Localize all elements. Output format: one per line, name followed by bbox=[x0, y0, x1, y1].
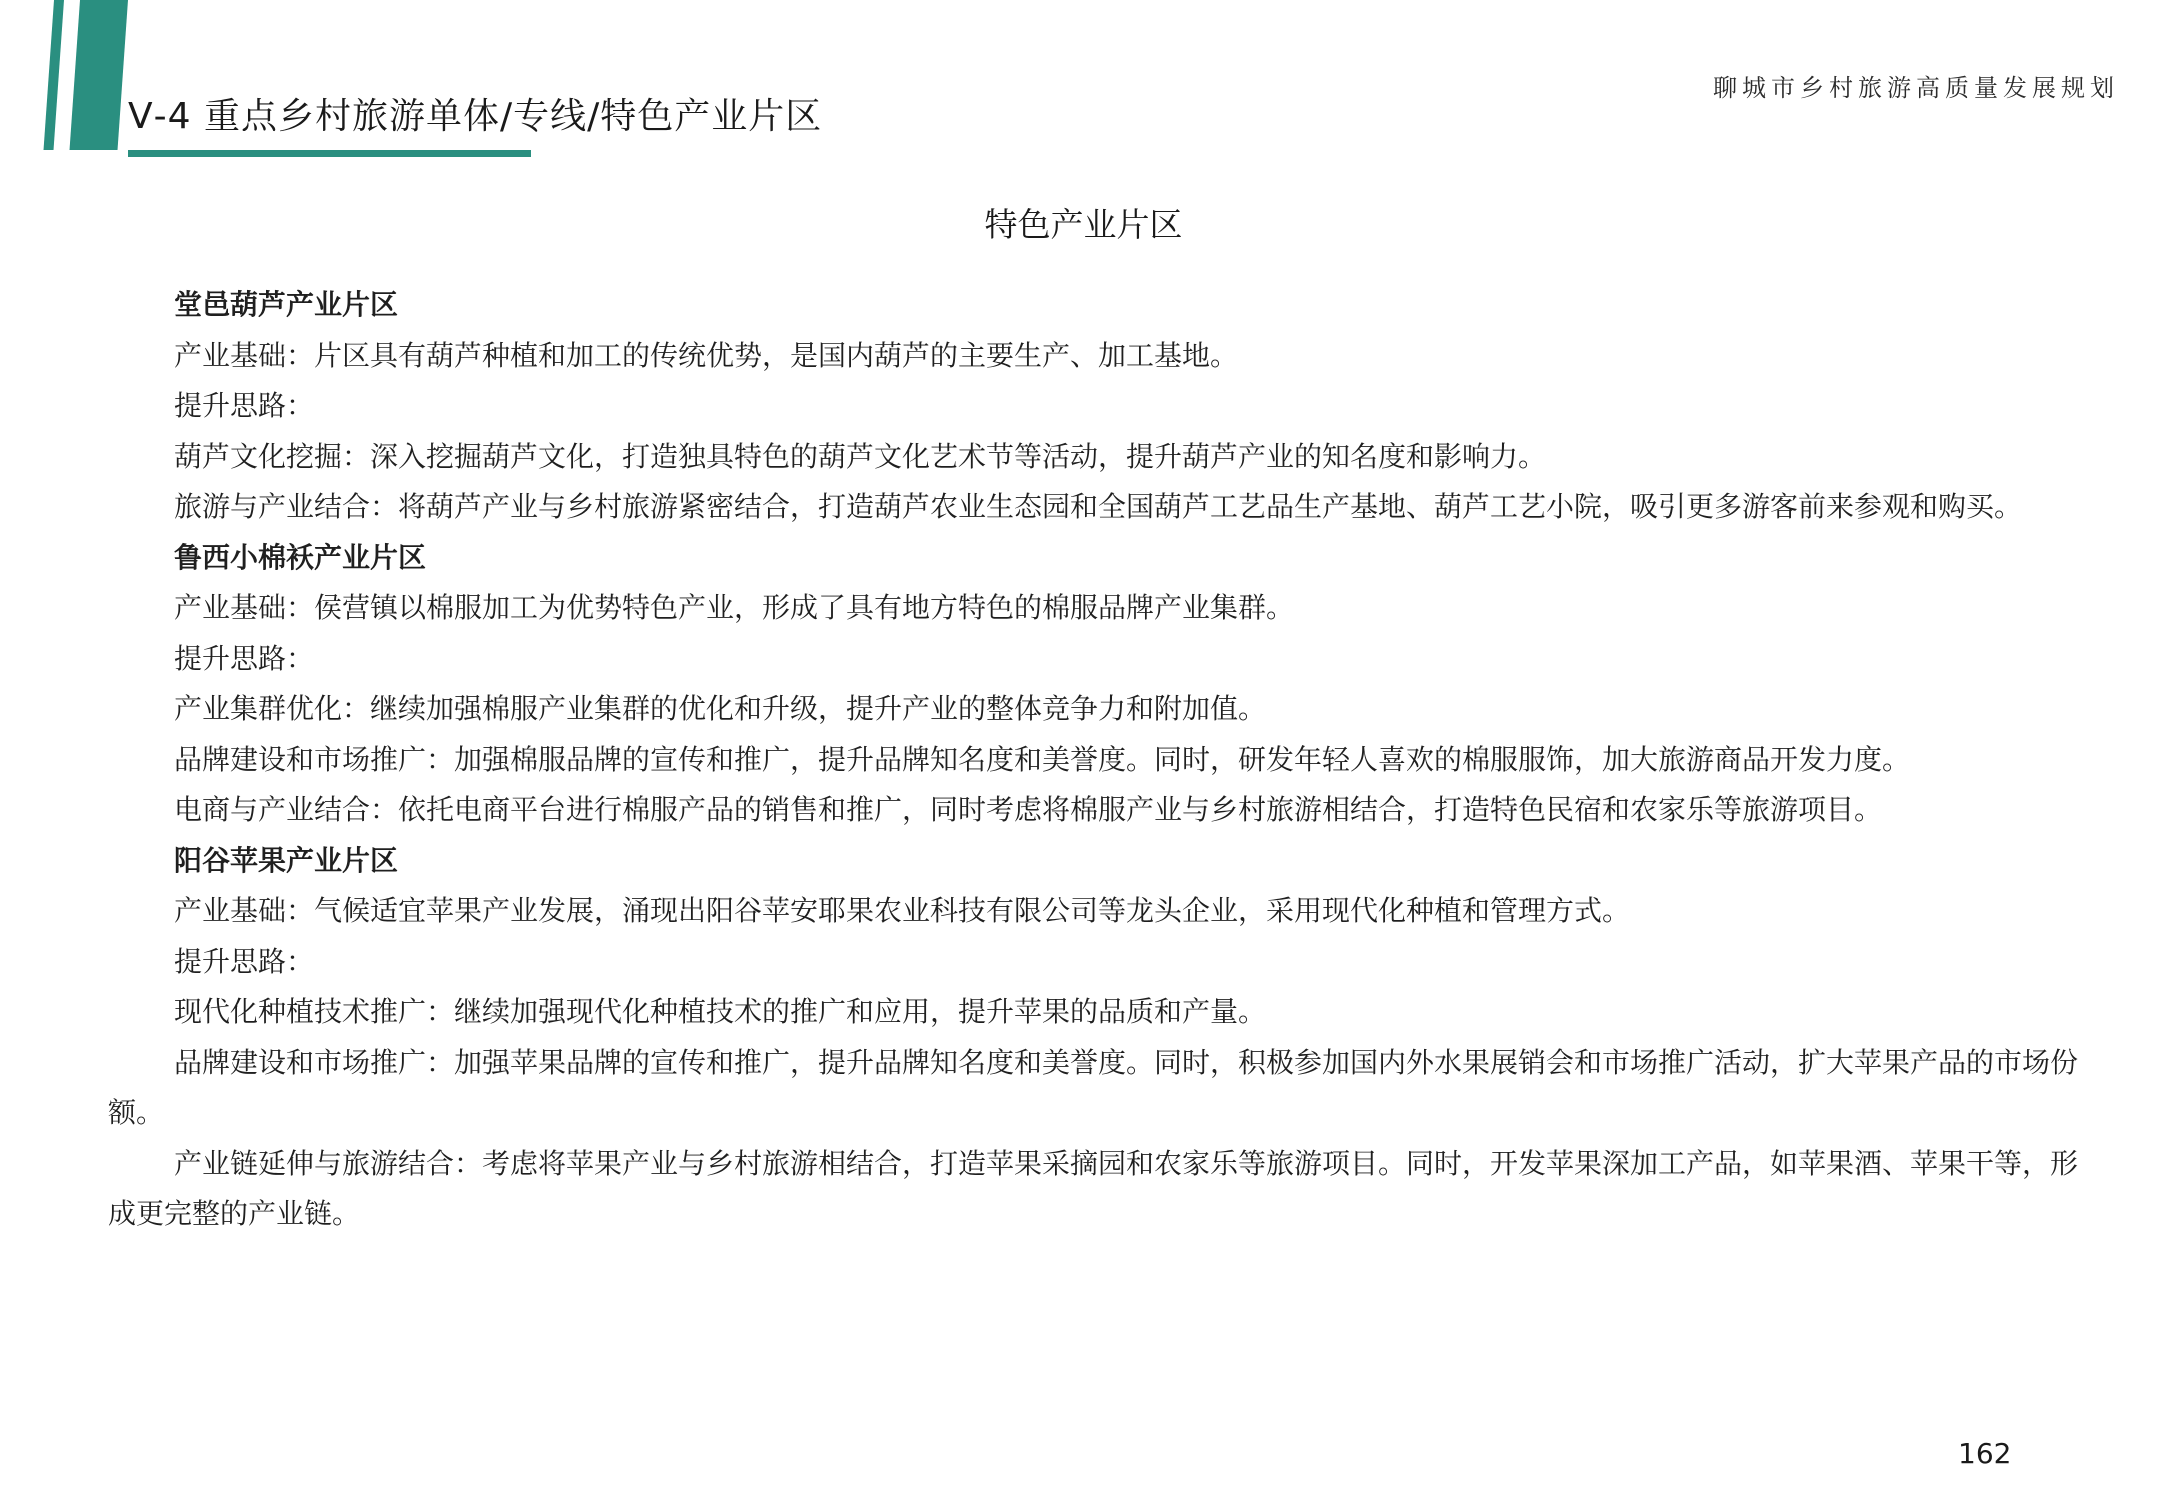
page-number: 162 bbox=[1958, 1437, 2012, 1470]
header-decoration-bar-thin bbox=[44, 0, 64, 150]
paragraph-yanggu-planting-tech: 现代化种植技术推广：继续加强现代化种植技术的推广和应用，提升苹果的品质和产量。 bbox=[174, 995, 1267, 1028]
paragraph-yanggu-improvement-label: 提升思路： bbox=[174, 944, 315, 978]
paragraph-luxi-cluster-optimization: 产业集群优化：继续加强棉服产业集群的优化和升级，提升产业的整体竞争力和附加值。 bbox=[174, 692, 1267, 725]
paragraph-tangyi-improvement-label: 提升思路： bbox=[174, 389, 315, 422]
paragraph-tangyi-tourism-integration: 旅游与产业结合：将葫芦产业与乡村旅游紧密结合，打造葫芦农业生态园和全国葫芦工艺品生产基地、葫芦工艺小院，吸引更多游客前来参观和购买。 bbox=[174, 490, 2023, 523]
body-text bbox=[108, 280, 2088, 1240]
paragraph-yanggu-industry-basis: 产业基础：气候适宜苹果产业发展，涌现出阳谷苹安耶果农业科技有限公司等龙头企业，采用现代化种植和管理方式。 bbox=[174, 894, 1631, 927]
header-decoration-bar-thick bbox=[70, 0, 128, 150]
paragraph-yanggu-brand-marketing: 品牌建设和市场推广：加强苹果品牌的宣传和推广，提升品牌知名度和美誉度。同时，积极参加国内外水果展销会和市场推广活动，扩大苹果产品的市场份额。 bbox=[108, 1045, 2079, 1129]
subsection-heading-tangyi-gourd: 堂邑葫芦产业片区 bbox=[174, 288, 399, 321]
document-title: 聊城市乡村旅游高质量发展规划 bbox=[1713, 74, 2119, 102]
subsection-heading-luxi-cotton-jacket: 鲁西小棉袄产业片区 bbox=[174, 540, 427, 574]
section-title: Ⅴ-4 重点乡村旅游单体/专线/特色产业片区 bbox=[128, 96, 823, 137]
content-heading: 特色产业片区 bbox=[984, 205, 1183, 244]
subsection-heading-yanggu-apple: 阳谷苹果产业片区 bbox=[174, 843, 399, 877]
section-title-underline bbox=[128, 150, 531, 157]
paragraph-yanggu-chain-extension: 产业链延伸与旅游结合：考虑将苹果产业与乡村旅游相结合，打造苹果采摘园和农家乐等旅游项目。同时，开发苹果深加工产品，如苹果酒、苹果干等，形成更完整的产业链。 bbox=[108, 1146, 2079, 1230]
paragraph-luxi-brand-marketing: 品牌建设和市场推广：加强棉服品牌的宣传和推广，提升品牌知名度和美誉度。同时，研发年轻人喜欢的棉服服饰，加大旅游商品开发力度。 bbox=[174, 742, 1911, 776]
paragraph-tangyi-industry-basis: 产业基础：片区具有葫芦种植和加工的传统优势，是国内葫芦的主要生产、加工基地。 bbox=[174, 338, 1239, 372]
paragraph-luxi-ecommerce: 电商与产业结合：依托电商平台进行棉服产品的销售和推广，同时考虑将棉服产业与乡村旅游相结合，打造特色民宿和农家乐等旅游项目。 bbox=[174, 793, 1883, 826]
paragraph-luxi-industry-basis: 产业基础：侯营镇以棉服加工为优势特色产业，形成了具有地方特色的棉服品牌产业集群。 bbox=[174, 591, 1295, 624]
paragraph-tangyi-culture-mining: 葫芦文化挖掘：深入挖掘葫芦文化，打造独具特色的葫芦文化艺术节等活动，提升葫芦产业的知名度和影响力。 bbox=[174, 439, 1547, 473]
paragraph-luxi-improvement-label: 提升思路： bbox=[174, 641, 315, 675]
